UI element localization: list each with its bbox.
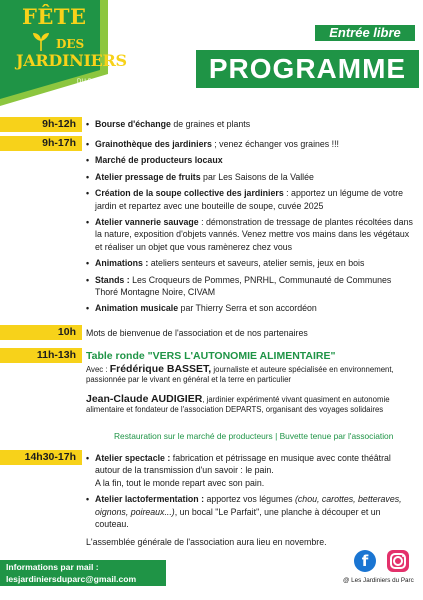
general-assembly-note: L'assemblée générale de l'association aura lieu en novembre. — [86, 537, 327, 547]
free-entry-banner: Entrée libre — [315, 25, 415, 41]
session-9h-12h-list — [86, 118, 416, 134]
list-item: • Stands : Les Croqueurs de Pommes, PNRHL, Communauté de Communes Thoré Montagne Noire, CIVAM — [86, 274, 416, 299]
list-item: • Atelier lactofermentation : apportez vos légumes (chou, carottes, betteraves, oignons, poireaux...), un bocal "Le Parfait", une planche à découper et un couteau. — [86, 493, 416, 530]
round-table-guest-2: Jean-Claude AUDIGIER, jardinier expérimenté vivant quasiment en autonomie alimentaire et fondateur de l'association DEPARTS, organisant des voyages solidaires — [86, 393, 390, 415]
time-badge-11h-13h: 11h-13h — [0, 348, 82, 363]
logo-line-1: FÊTE — [22, 4, 87, 29]
catering-note: Restauration sur le marché de producteurs | Buvette tenue par l'association — [114, 431, 394, 441]
list-item: • Bourse d'échange de graines et plants — [86, 118, 416, 130]
time-badge-9h-12h: 9h-12h — [0, 117, 82, 132]
list-item: • Création de la soupe collective des jardiniers : apportez un légume de votre jardin et repartez avec une bouteille de soupe, cuvée 2025 — [86, 187, 416, 212]
list-item: • Atelier spectacle : fabrication et pétrissage en musique avec conte théâtral autour de la transmission d'un savoir : le pain. A la fin, tout le monde repart avec son pain. — [86, 452, 416, 489]
time-badge-10h: 10h — [0, 325, 82, 340]
logo-line-3: JARDINIERS — [16, 51, 127, 70]
contact-label: Informations par mail : — [6, 562, 99, 572]
list-item: • Grainothèque des jardiniers ; venez échanger vos graines !!! — [86, 138, 416, 150]
sprout-icon — [30, 30, 52, 52]
list-item: • Marché de producteurs locaux — [86, 154, 416, 166]
round-table-title: Table ronde "VERS L'AUTONOMIE ALIMENTAIRE" — [86, 350, 336, 362]
logo-line-4: DU PARC — [77, 79, 105, 85]
social-handle: @ Les Jardiniers du Parc — [343, 577, 414, 584]
time-badge-9h-17h: 9h-17h — [0, 136, 82, 151]
instagram-icon[interactable] — [387, 550, 409, 572]
time-badge-14h30-17h: 14h30-17h — [0, 450, 82, 465]
logo — [0, 0, 127, 100]
contact-box — [0, 560, 166, 586]
page-title: PROGRAMME — [196, 50, 419, 88]
round-table-guest-1: Avec : Frédérique BASSET, journaliste et auteure spécialisée en environnement, passionnée par le vivant en général et la terre en particulier — [86, 363, 394, 385]
welcome-text: Mots de bienvenue de l'association et de nos partenaires — [86, 328, 308, 338]
facebook-icon[interactable]: f — [354, 550, 376, 572]
list-item: • Atelier vannerie sauvage : démonstration de tressage de plantes récoltées dans la nature, exposition d'objets vannés. Venez mettre vos mains dans les végétaux et réaliser un objet que vous ramènerez chez vous — [86, 216, 416, 253]
session-9h-17h-list — [86, 138, 416, 319]
list-item: • Animations : ateliers senteurs et saveurs, atelier semis, jeux en bois — [86, 257, 416, 269]
session-14h30-17h-list — [86, 452, 416, 534]
list-item: • Animation musicale par Thierry Serra et son accordéon — [86, 302, 416, 314]
logo-line-2: DES — [56, 37, 85, 51]
list-item: • Atelier pressage de fruits par Les Saisons de la Vallée — [86, 171, 416, 183]
contact-email[interactable]: lesjardiniersduparc@gmail.com — [6, 574, 137, 584]
